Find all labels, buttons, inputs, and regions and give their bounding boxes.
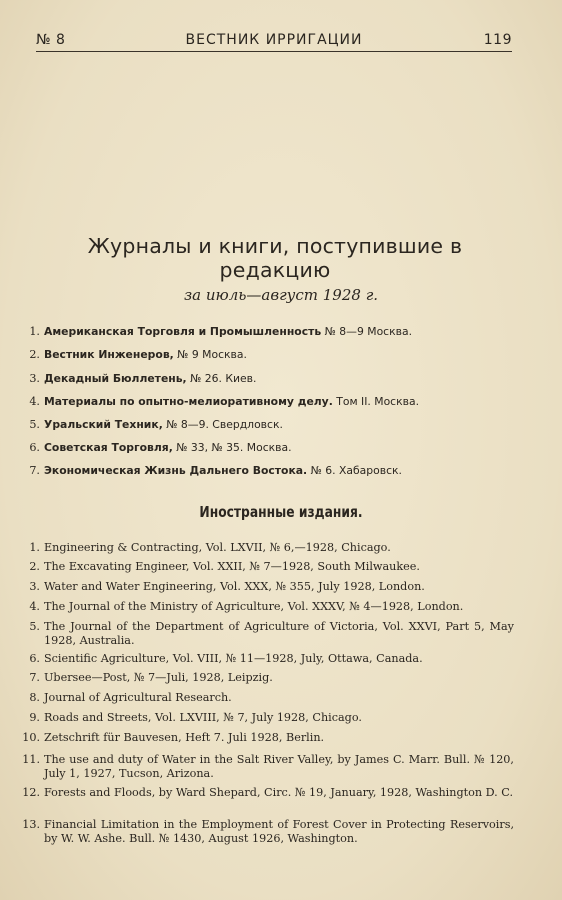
issue-number: № 8 [36,32,66,48]
page-title: Журналы и книги, поступившие в редакцию [87,234,463,282]
journal-name: ВЕСТНИК ИРРИГАЦИИ [185,32,363,48]
running-header [36,30,512,52]
page: № 8 ВЕСТНИК ИРРИГАЦИИ 119 Журналы и книги, поступившие в редакцию за июль—август 1928 г. 1. Американская Торговля и Промышленность № 8—9 Москва. 2. Вестник Инженеров, № 9 Москва. 3. Декадный Бюллетень, № 26. Киев. 4. Материалы по опытно-мелиоративному делу. Том II. Москва. 5. Уральский Техник, № 8—9. Свердловск. 6. Советская Торговля, № 33, № 35. Москва. 7. Экономическая Жизнь Дальнего Востока. № 6. Хабаровск. Иностранные издания. 1. Engineering & Contracting, Vol. LXVII, № 6,—1928, Chicago. 2. The Excavating Engineer, Vol. XXII, № 7—1928, South Milwaukee. 3. Water and Water Engineering, Vol. XXX, № 355, July 1928, London. 4. The Journal of the Ministry of Agriculture, Vol. XXXV, № 4—1928, London. 5. The Journal of the Department of Agriculture of Victoria, Vol. XXVI, Part 5, May 1928, Australia. 6. Scientific Agriculture, Vol. VIII, № 11—1928, July, Ottawa, Canada. 7. Ubersee—Post, № 7—Juli, 1928, Leipzig. 8. Journal of Agricultural Research. 9. Roads and Streets, Vol. LXVIII, № 7, July 1928, Chicago. 10. Zetschrift für Bauvesen, Heft 7. Juli 1928, Berlin. 11. The use and duty of Water in the Salt River Valley, by James C. Marr. Bull. № 120, July 1, 1927, Tucson, Arizona. 12. Forests and Floods, by Ward Shepard, Circ. № 19, January, 1928, Washington D. C. 13. Financial Limitation in the Employment of Forest Cover in Protecting Reservoirs, by W. W. Ashe. Bull. № 1430, August 1926, Washington. [0,0,562,900]
section-heading: Иностранные издания. [199,503,363,521]
page-number: 119 [483,32,512,48]
header-rule [36,51,512,52]
page-subtitle: за июль—август 1928 г. [183,286,379,304]
